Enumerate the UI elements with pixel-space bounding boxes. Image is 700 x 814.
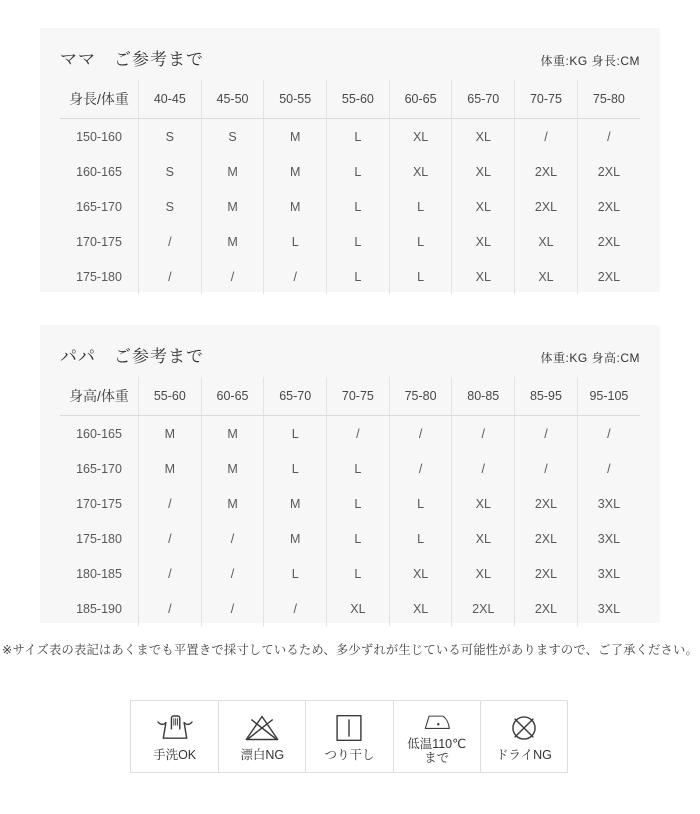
size-value-cell: M [264,189,327,224]
size-value-cell: / [452,416,515,452]
care-item [131,701,218,772]
size-value-cell: L [264,556,327,591]
size-value-cell: XL [452,154,515,189]
papa-size-table [60,377,640,626]
size-value-cell: 3XL [577,521,640,556]
size-value-cell: XL [452,556,515,591]
table-header-row [60,377,640,416]
size-value-cell: / [452,451,515,486]
weight-range-header-cell: 50-55 [264,80,327,119]
table-row [60,259,640,294]
weight-range-header-cell: 60-65 [389,80,452,119]
table-header-row [60,80,640,119]
size-value-cell: XL [515,259,578,294]
size-value-cell: L [327,224,390,259]
table-row [60,521,640,556]
care-item-label: 低温110℃ まで [407,737,467,765]
size-value-cell: / [515,451,578,486]
size-value-cell: / [139,486,202,521]
size-value-cell: S [139,189,202,224]
mama-title: ママ ご参考まで [60,50,204,69]
table-row [60,591,640,626]
size-value-cell: S [201,119,264,155]
size-value-cell: M [264,119,327,155]
height-range-label-cell: 160-165 [76,164,122,179]
size-value-cell: XL [389,154,452,189]
size-value-cell: L [327,556,390,591]
size-value-cell: XL [452,486,515,521]
hand-wash-icon [153,711,197,745]
weight-range-header-cell: 40-45 [139,80,202,119]
size-value-cell: 2XL [515,556,578,591]
size-value-cell: / [201,259,264,294]
size-value-cell: 2XL [577,259,640,294]
size-value-cell: L [389,189,452,224]
size-value-cell: M [201,189,264,224]
height-range-label-cell: 175-180 [76,269,122,284]
care-instructions-grid [130,700,568,773]
size-value-cell: / [201,591,264,626]
size-value-cell: L [264,416,327,452]
size-value-cell: 2XL [577,224,640,259]
size-value-cell: XL [452,119,515,155]
height-range-label-cell: 165-170 [76,461,122,476]
table-row [60,486,640,521]
care-item-label: つり干し [324,748,375,762]
size-value-cell: M [201,154,264,189]
height-range-label-cell: 175-180 [76,531,122,546]
size-value-cell: S [139,154,202,189]
size-value-cell: M [201,416,264,452]
size-value-cell: M [201,224,264,259]
weight-range-header-cell: 95-105 [577,377,640,416]
size-value-cell: M [264,154,327,189]
size-value-cell: XL [515,224,578,259]
table-row [60,119,640,155]
mama-section-header [60,45,640,70]
table-row [60,451,640,486]
size-value-cell: L [389,486,452,521]
corner-header-cell: 身長/体重 [60,80,139,119]
size-value-cell: XL [452,224,515,259]
care-item [305,701,392,772]
size-value-cell: / [389,416,452,452]
height-range-label-cell: 185-190 [76,601,122,616]
size-value-cell: / [577,416,640,452]
size-value-cell: S [139,119,202,155]
weight-range-header-cell: 70-75 [327,377,390,416]
weight-range-header-cell: 55-60 [139,377,202,416]
height-range-label-cell: 160-165 [76,426,122,441]
size-value-cell: M [139,416,202,452]
size-value-cell: 3XL [577,591,640,626]
size-value-cell: L [327,189,390,224]
weight-range-header-cell: 75-80 [577,80,640,119]
size-value-cell: 2XL [515,189,578,224]
height-range-label-cell: 180-185 [76,566,122,581]
size-value-cell: 2XL [515,521,578,556]
table-row [60,189,640,224]
size-value-cell: / [139,224,202,259]
drip-dry-icon [327,711,371,745]
care-item [480,701,567,772]
care-item [218,701,305,772]
size-value-cell: L [389,224,452,259]
table-row [60,416,640,452]
papa-title: パパ ご参考まで [60,347,204,366]
height-range-label-cell: 150-160 [76,129,122,144]
size-value-cell: L [264,451,327,486]
size-value-cell: / [389,451,452,486]
size-value-cell: / [515,119,578,155]
mama-size-table [60,80,640,294]
size-value-cell: 3XL [577,556,640,591]
size-value-cell: M [264,521,327,556]
weight-range-header-cell: 65-70 [264,377,327,416]
mama-size-section [40,28,660,292]
size-value-cell: / [577,451,640,486]
size-value-cell: M [201,486,264,521]
size-value-cell: XL [452,259,515,294]
weight-range-header-cell: 80-85 [452,377,515,416]
table-row [60,154,640,189]
size-value-cell: L [327,451,390,486]
size-value-cell: XL [389,119,452,155]
iron-low-icon [415,708,459,734]
weight-range-header-cell: 75-80 [389,377,452,416]
size-value-cell: 2XL [515,591,578,626]
weight-range-header-cell: 60-65 [201,377,264,416]
size-value-cell: / [201,521,264,556]
size-value-cell: XL [327,591,390,626]
height-range-label-cell: 165-170 [76,199,122,214]
size-value-cell: 2XL [577,189,640,224]
size-value-cell: / [139,591,202,626]
height-range-label-cell: 170-175 [76,496,122,511]
size-value-cell: L [389,521,452,556]
size-value-cell: / [327,416,390,452]
papa-section-header [60,342,640,367]
weight-range-header-cell: 65-70 [452,80,515,119]
size-value-cell: M [201,451,264,486]
papa-units-label: 体重:KG 身高:CM [540,351,640,365]
size-value-cell: 3XL [577,486,640,521]
size-value-cell: 2XL [452,591,515,626]
care-item-label: 漂白NG [240,748,285,762]
size-value-cell: L [327,521,390,556]
table-row [60,556,640,591]
size-value-cell: L [327,259,390,294]
weight-range-header-cell: 45-50 [201,80,264,119]
size-value-cell: XL [452,189,515,224]
weight-range-header-cell: 70-75 [515,80,578,119]
size-value-cell: 2XL [577,154,640,189]
size-value-cell: L [327,119,390,155]
size-value-cell: L [327,486,390,521]
mama-units-label: 体重:KG 身長:CM [540,54,640,68]
size-value-cell: L [264,224,327,259]
care-item-label: ドライNG [495,748,552,762]
size-value-cell: M [264,486,327,521]
size-value-cell: / [201,556,264,591]
size-value-cell: / [139,556,202,591]
papa-size-section [40,325,660,623]
size-value-cell: / [264,591,327,626]
measurement-disclaimer-note: ※サイズ表の表記はあくまでも平置きで採寸しているため、多少ずれが生じている可能性がありますので、ご了承ください。 [1,643,699,657]
care-item [393,701,480,772]
no-bleach-icon [240,711,284,745]
size-value-cell: / [139,259,202,294]
weight-range-header-cell: 85-95 [515,377,578,416]
size-value-cell: XL [452,521,515,556]
size-value-cell: / [139,521,202,556]
size-value-cell: L [389,259,452,294]
size-value-cell: / [577,119,640,155]
size-value-cell: / [264,259,327,294]
care-item-label: 手洗OK [153,748,197,762]
size-value-cell: XL [389,556,452,591]
corner-header-cell: 身高/体重 [60,377,139,416]
weight-range-header-cell: 55-60 [327,80,390,119]
size-value-cell: 2XL [515,154,578,189]
size-value-cell: / [515,416,578,452]
table-row [60,224,640,259]
no-dry-clean-icon [502,711,546,745]
size-value-cell: L [327,154,390,189]
height-range-label-cell: 170-175 [76,234,122,249]
size-value-cell: 2XL [515,486,578,521]
size-value-cell: XL [389,591,452,626]
size-value-cell: M [139,451,202,486]
